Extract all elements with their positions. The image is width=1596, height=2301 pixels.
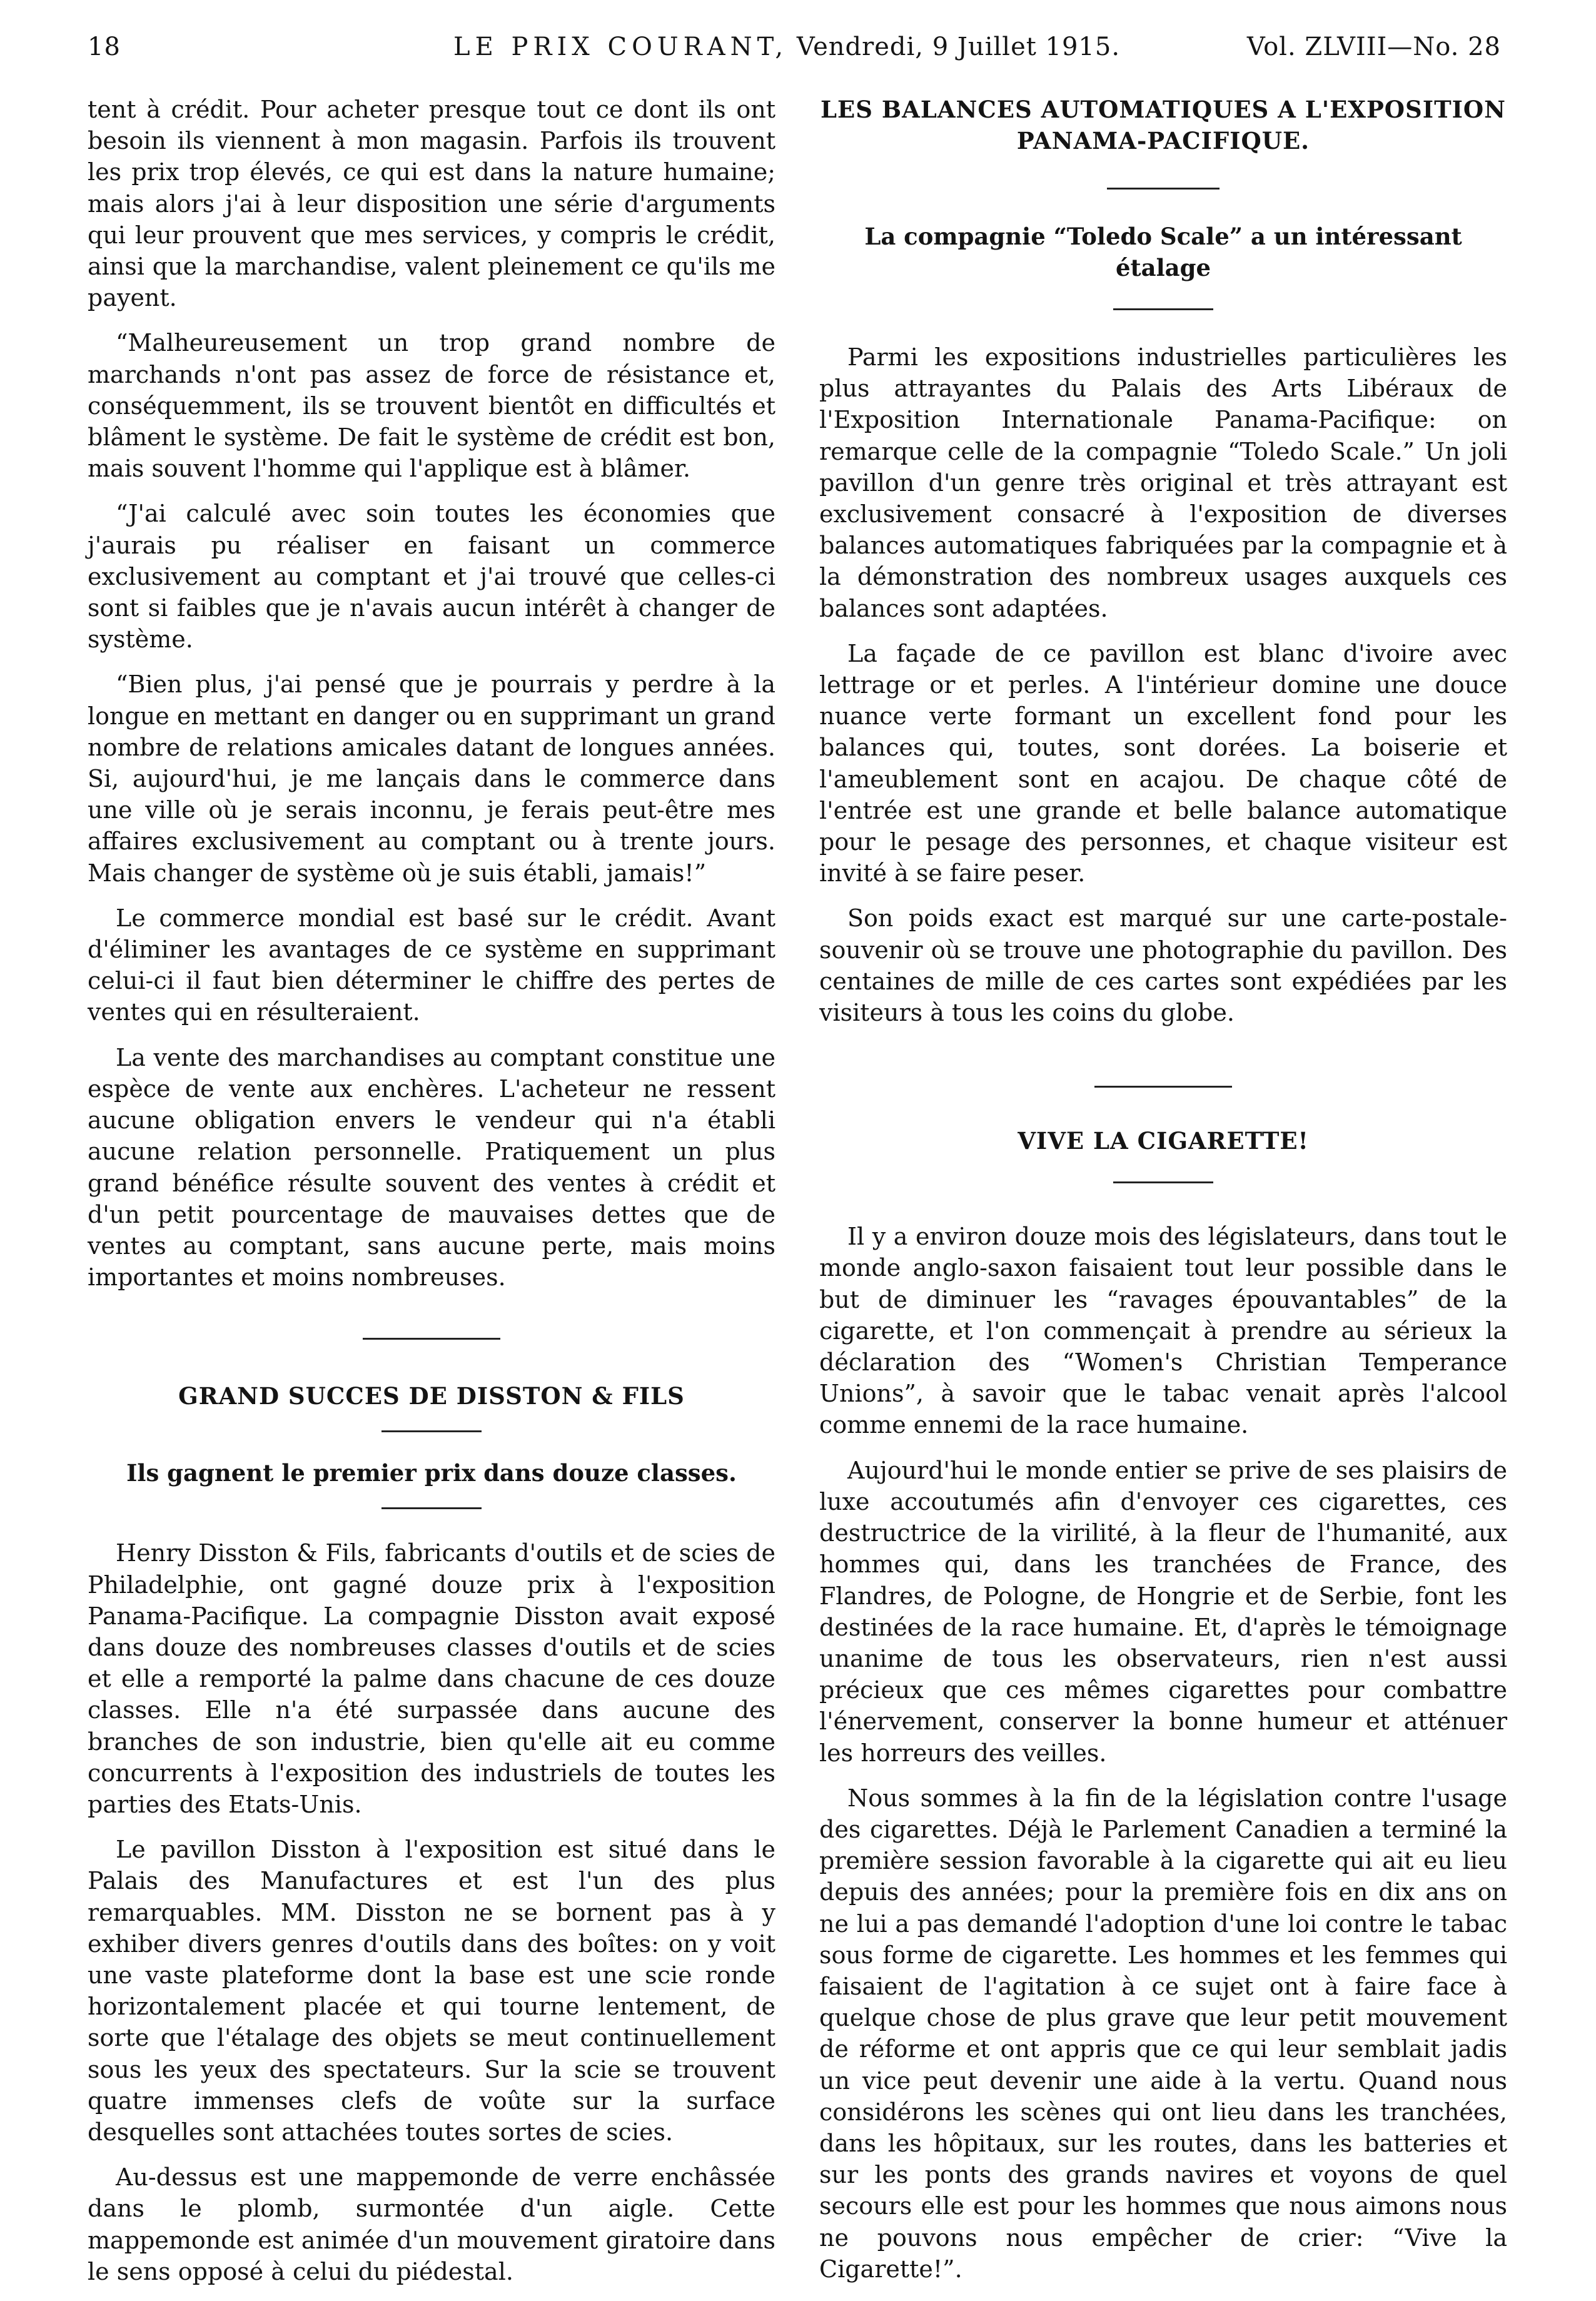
masthead xyxy=(453,33,1120,61)
article-paragraph: Au-dessus est une mappemonde de verre enchâssée dans le plomb, surmontée d'un aigle. Cette mappemonde est animée d'un mouvement giratoire dans le sens opposé à celui du piédestal. xyxy=(88,2163,775,2285)
cigarette-headline: VIVE LA CIGARETTE! xyxy=(1018,1127,1309,1155)
article-paragraph: Parmi les expositions industrielles particulières les plus attrayantes du Palais des Arts Libéraux de l'Exposition Internationale Panama-Pacifique: on remarque celle de la compagnie “Toledo Scale.” Un joli pavillon d'un genre très original et très attrayant est exclusivement consacré à l'exposition de diverses balances automatiques fabriquées par la compagnie et à la démonstration des nombreux usages auxquels ces balances sont adaptées. xyxy=(819,343,1507,622)
balances-subhead: La compagnie “Toledo Scale” a un intéressant étalage xyxy=(864,223,1462,281)
article-paragraph: Nous sommes à la fin de la législation contre l'usage des cigarettes. Déjà le Parlement Canadien a terminé la première session favorable à la cigarette qui ait eu lieu depuis des années; pour la première fois en dix ans on ne lui a pas demandé l'adoption d'une loi contre le tabac sous forme de cigarette. Les hommes et les femmes qui faisaient de l'agitation à ce sujet ont à faire face à quelque chose de plus grave que leur petit mouvement de réforme et ont appris que ce qui leur semblait jadis un vice peut devenir une aide à la vertu. Quand nous considérons les scènes qui ont lieu dans les tranchées, dans les hôpitaux, sur les routes, dans les batteries et sur les ponts des grands navires et voyons de quel secours elle est pour les hommes que nous aimons nous ne pouvons nous empêcher de crier: “Vive la Cigarette!”. xyxy=(819,1784,1507,2283)
article-paragraph: Son poids exact est marqué sur une carte-postale-souvenir où se trouve une photographie du pavillon. Des centaines de mille de ces cartes sont expédiées par les visiteurs à tous les coins du globe. xyxy=(819,904,1507,1027)
article-paragraph: “Malheureusement un trop grand nombre de marchands n'ont pas assez de force de résistance et, conséquemment, ils se trouvent bientôt en difficultés et blâment le système. De fait le système de crédit est bon, mais souvent l'homme qui l'applique est à blâmer. xyxy=(88,329,775,483)
article-paragraph: La façade de ce pavillon est blanc d'ivoire avec lettrage or et perles. A l'intérieur domine une douce nuance verte formant un excellent fond pour les balances qui, toutes, sont dorées. La boiserie et l'ameublement sont en acajou. De chaque côté de l'entrée est une grande et belle balance automatique pour le pesage des personnes, et chaque visiteur est invité à se faire peser. xyxy=(819,639,1507,888)
right-column xyxy=(819,94,1507,2298)
page-number: 18 xyxy=(88,33,121,61)
article-paragraph: Il y a environ douze mois des législateurs, dans tout le monde anglo-saxon faisaient tout leur possible dans le but de diminuer les “ravages épouvantables” de la cigarette, et l'on commençait à prendre au sérieux la déclaration des “Women's Christian Temperance Unions”, à savoir que le tabac venait après l'alcool comme ennemi de la race humaine. xyxy=(819,1223,1507,1439)
disston-headline: GRAND SUCCES DE DISSTON & FILS xyxy=(178,1382,685,1410)
article-paragraph: Aujourd'hui le monde entier se prive de ses plaisirs de luxe accoutumés afin d'envoyer ces cigarettes, ces destructrice de la virilité, à la fleur de l'humanité, aux hommes qui, dans les tranchées de France, des Flandres, de Pologne, de Hongrie et de Serbie, font les destinées de la race humaine. Et, d'après le témoignage unanime de tous les observateurs, rien n'est aussi précieux que ces mêmes cigarettes pour combattre l'énervement, conserver la bonne humeur et atténuer les horreurs des veilles. xyxy=(819,1456,1507,1767)
disston-subhead: Ils gagnent le premier prix dans douze classes. xyxy=(126,1459,737,1487)
article-paragraph: La vente des marchandises au comptant constitue une espèce de vente aux enchères. L'acheteur ne ressent aucune obligation envers le vendeur qui n'a établi aucune relation personnelle. Pratiquement un plus grand bénéfice résulte souvent des ventes à crédit et d'un petit pourcentage de mauvaises dettes que de ventes au comptant, sans aucune perte, mais moins importantes et moins nombreuses. xyxy=(88,1043,775,1292)
page-header xyxy=(88,25,1501,69)
article-paragraph: “J'ai calculé avec soin toutes les économies que j'aurais pu réaliser en faisant un commerce exclusivement au comptant et j'ai trouvé que celles-ci sont si faibles que je n'avais aucun intérêt à changer de système. xyxy=(88,500,775,654)
volume-number: Vol. ZLVIII—No. 28 xyxy=(1246,33,1501,61)
article-paragraph: “Bien plus, j'ai pensé que je pourrais y perdre à la longue en mettant en danger ou en supprimant un grand nombre de relations amicales datant de longues années. Si, aujourd'hui, je me lançais dans le commerce dans une ville où je serais inconnu, je ferais peut-être mes affaires exclusivement au comptant ou à trente jours. Mais changer de système où je suis établi, jamais!” xyxy=(88,670,775,887)
article-paragraph: Le pavillon Disston à l'exposition est situé dans le Palais des Manufactures et est l'un des plus remarquables. MM. Disston ne se bornent pas à y exhiber divers genres d'outils dans des boîtes: on y voit une vaste plateforme dont la base est une scie ronde horizontalement placée et qui tourne lentement, de sorte que l'étalage des objets se meut continuellement sous les yeux des spectateurs. Sur la scie se trouvent quatre immenses clefs de voûte sur la surface desquelles sont attachées toutes sortes de scies. xyxy=(88,1836,775,2146)
journal-title: LE PRIX COURANT, xyxy=(453,33,789,61)
article-paragraph: tent à crédit. Pour acheter presque tout ce dont ils ont besoin ils viennent à mon magasin. Parfois ils trouvent les prix trop élevés, ce qui est dans la nature humaine; mais alors j'ai à leur disposition une série d'arguments qui leur prouvent que mes services, y compris le crédit, ainsi que la marchandise, valent pleinement ce qu'ils me payent. xyxy=(88,96,775,312)
issue-date: Vendredi, 9 Juillet 1915. xyxy=(796,33,1121,61)
article-paragraph: Henry Disston & Fils, fabricants d'outils et de scies de Philadelphie, ont gagné douze prix à l'exposition Panama-Pacifique. La compagnie Disston avait exposé dans douze des nombreuses classes d'outils et de scies et elle a remporté la palme dans chacune de ces douze classes. Elle n'a été surpassée dans aucune des branches de son industrie, bien qu'elle ait eu comme concurrents à l'exposition des industriels de toutes les parties des Etats-Unis. xyxy=(88,1539,775,1818)
left-column xyxy=(88,94,775,2301)
article-paragraph: Le commerce mondial est basé sur le crédit. Avant d'éliminer les avantages de ce système en supprimant celui-ci il faut bien déterminer le chiffre des pertes de ventes qui en résulteraient. xyxy=(88,904,775,1026)
balances-headline: LES BALANCES AUTOMATIQUES A L'EXPOSITION PANAMA-PACIFIQUE. xyxy=(821,96,1506,154)
